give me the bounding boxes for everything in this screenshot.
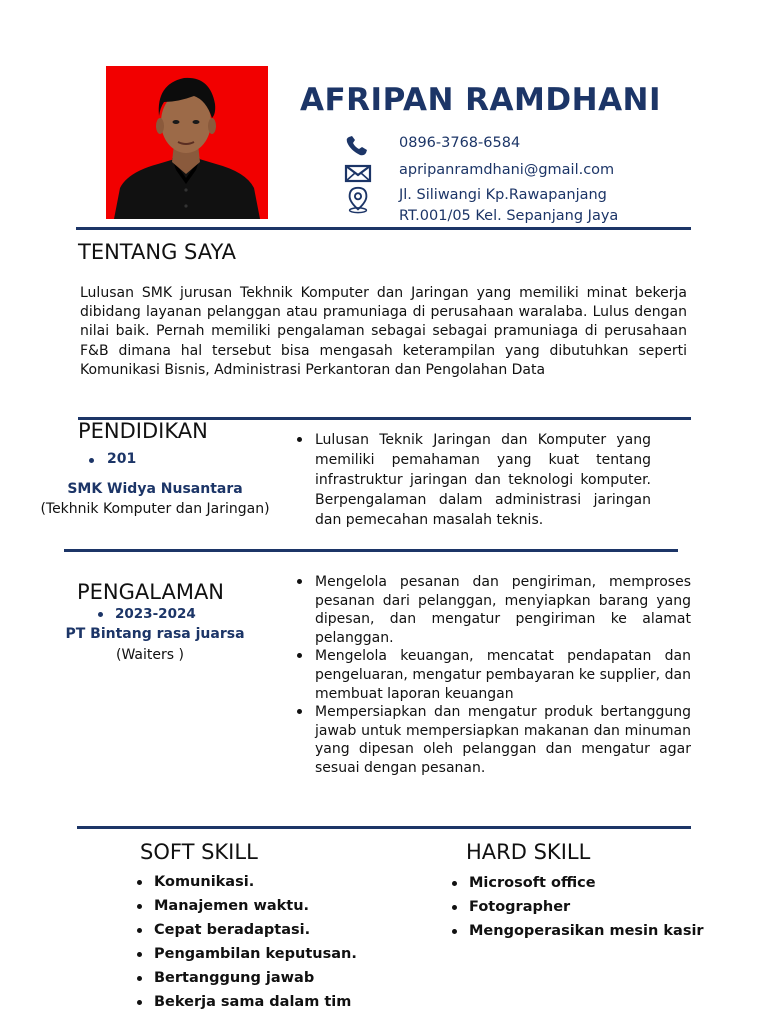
experience-year-bullet bbox=[98, 612, 103, 617]
soft-skill-item: Bertanggung jawab bbox=[154, 968, 357, 992]
contact-address bbox=[344, 185, 664, 229]
bullet bbox=[297, 653, 302, 658]
bullet bbox=[137, 1000, 142, 1005]
contact-email bbox=[344, 162, 664, 184]
education-year: 201 bbox=[107, 451, 137, 467]
email-address: apripanramdhani@gmail.com bbox=[399, 162, 615, 178]
candidate-name: AFRIPAN RAMDHANI bbox=[300, 82, 662, 118]
hard-skill-item: Microsoft office bbox=[469, 873, 704, 897]
profile-photo bbox=[106, 66, 268, 219]
about-title: TENTANG SAYA bbox=[78, 240, 237, 264]
bullet bbox=[137, 952, 142, 957]
experience-company: PT Bintang rasa juarsa bbox=[65, 626, 245, 642]
soft-skill-item: Komunikasi. bbox=[154, 872, 357, 896]
hard-skill-list bbox=[469, 873, 704, 945]
contact-phone bbox=[344, 135, 644, 157]
soft-skill-list bbox=[154, 872, 357, 1016]
bullet bbox=[137, 880, 142, 885]
phone-number: 0896-3768-6584 bbox=[399, 135, 521, 151]
education-year-bullet bbox=[89, 458, 94, 463]
hard-skill-title: HARD SKILL bbox=[466, 840, 591, 864]
experience-role: (Waiters ) bbox=[116, 647, 184, 663]
bullet bbox=[137, 976, 142, 981]
soft-skill-item: Bekerja sama dalam tim bbox=[154, 992, 357, 1016]
experience-title: PENGALAMAN bbox=[77, 580, 225, 604]
phone-icon bbox=[344, 135, 372, 157]
location-pin-icon bbox=[344, 186, 372, 214]
person-portrait-icon bbox=[106, 66, 268, 219]
education-description: Lulusan Teknik Jaringan dan Komputer yang memiliki pemahaman yang kuat tentang infrastruktur jaringan dan teknologi komputer. Berpengalaman dalam administrasi jaringan dan pemecahan masalah teknis. bbox=[315, 432, 651, 528]
bullet bbox=[137, 928, 142, 933]
bullet bbox=[137, 904, 142, 909]
education-title: PENDIDIKAN bbox=[78, 419, 208, 443]
hard-skill-item: Fotographer bbox=[469, 897, 704, 921]
experience-year: 2023-2024 bbox=[115, 606, 196, 622]
experience-duty-item: Mengelola pesanan dan pengiriman, memproses pesanan dari pelanggan, menyiapkan barang yang dipesan, dan mengatur pengiriman ke alamat pelanggan. bbox=[315, 573, 691, 647]
education-school: SMK Widya Nusantara bbox=[67, 481, 243, 497]
bullet bbox=[452, 905, 457, 910]
hard-skill-item: Mengoperasikan mesin kasir bbox=[469, 921, 704, 945]
about-text: Lulusan SMK jurusan Tekhnik Komputer dan Jaringan yang memiliki minat bekerja dibidang layanan pelanggan atau pramuniaga di perusahaan waralaba. Lulus dengan nilai baik. Pernah memiliki pengalaman sebagai sebagai pramuniaga di perusahaan F&B dimana hal tersebut bisa mengasah keterampilan yang dibutuhkan seperti Komunikasi Bisnis, Administrasi Perkantoran dan Pengolahan Data bbox=[80, 285, 687, 378]
bullet bbox=[452, 881, 457, 886]
address-line-2: RT.001/05 Kel. Sepanjang Jaya bbox=[399, 208, 619, 224]
address-line-1: Jl. Siliwangi Kp.Rawapanjang bbox=[399, 187, 607, 203]
bullet bbox=[452, 929, 457, 934]
education-major: (Tekhnik Komputer dan Jaringan) bbox=[40, 501, 270, 517]
envelope-icon bbox=[344, 162, 372, 184]
soft-skill-item: Manajemen waktu. bbox=[154, 896, 357, 920]
experience-duty-item: Mengelola keuangan, mencatat pendapatan dan pengeluaran, mengatur pembayaran ke supplier, dan membuat laporan keuangan bbox=[315, 647, 691, 703]
education-divider bbox=[64, 549, 678, 552]
experience-duty-item: Mempersiapkan dan mengatur produk bertanggung jawab untuk mempersiapkan makanan dan minuman yang dipesan oleh pelanggan dan mengatur agar sesuai dengan pesanan. bbox=[315, 703, 691, 777]
experience-divider bbox=[77, 826, 691, 829]
bullet bbox=[297, 579, 302, 584]
education-desc-bullet bbox=[297, 437, 302, 442]
soft-skill-title: SOFT SKILL bbox=[140, 840, 258, 864]
header-divider bbox=[76, 227, 691, 230]
soft-skill-item: Cepat beradaptasi. bbox=[154, 920, 357, 944]
bullet bbox=[297, 709, 302, 714]
soft-skill-item: Pengambilan keputusan. bbox=[154, 944, 357, 968]
experience-duties bbox=[315, 573, 691, 778]
